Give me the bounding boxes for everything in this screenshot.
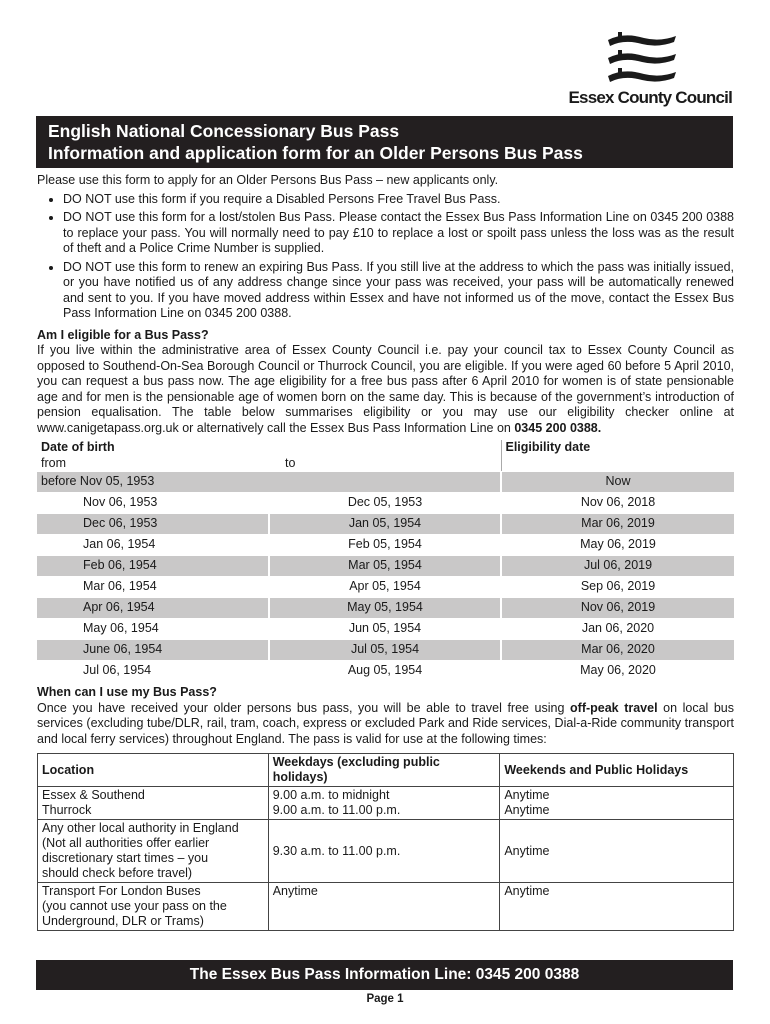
from-date-cell: Nov 06, 1953 xyxy=(37,493,269,514)
period: . xyxy=(597,420,602,435)
eligibility-date-cell: Jul 06, 2019 xyxy=(501,556,734,577)
weekends-cell: Anytime Anytime xyxy=(500,787,734,820)
to-date-cell: Jan 05, 1954 xyxy=(269,514,501,535)
usage-text-a: Once you have received your older persons bus pass, you will be able to travel free using xyxy=(37,700,571,715)
table-row xyxy=(37,661,734,682)
table-row xyxy=(37,535,734,556)
table-row xyxy=(37,619,734,640)
table-row xyxy=(38,883,734,931)
notice-item: • DO NOT use this form for a lost/stolen Bus Pass. Please contact the Essex Bus Pass Information Line on 0345 200 0388 to replace your pass. You will normally need to pay £10 to replace a lost or spoilt pass unless the loss was as the result of theft and a Police Crime Number is supplied. xyxy=(63,210,734,257)
table-row xyxy=(37,640,734,661)
title-banner xyxy=(36,116,733,168)
from-label: from xyxy=(41,455,66,470)
location-cell: Essex & Southend Thurrock xyxy=(38,787,269,820)
eligibility-heading: Am I eligible for a Bus Pass? xyxy=(37,327,209,342)
location-cell: Transport For London Buses (you cannot use your pass on the Underground, DLR or Trams) xyxy=(38,883,269,931)
essex-logo xyxy=(552,30,732,110)
weekdays-cell: Anytime xyxy=(268,883,500,931)
council-name: Essex County Council xyxy=(568,88,732,107)
weekends-cell: Anytime xyxy=(500,820,734,883)
table-row xyxy=(38,820,734,883)
content xyxy=(37,173,734,931)
info-line-banner: The Essex Bus Pass Information Line: 0345 200 0388 xyxy=(36,960,733,990)
page-number: Page 1 xyxy=(366,993,404,1005)
eligibility-date-cell: Nov 06, 2019 xyxy=(501,598,734,619)
dob-label: Date of birth xyxy=(41,440,115,454)
table-row xyxy=(37,472,734,493)
weekends-header: Weekends and Public Holidays xyxy=(500,754,734,787)
from-date-cell: Apr 06, 1954 xyxy=(37,598,269,619)
to-date-cell: Feb 05, 1954 xyxy=(269,535,501,556)
notice-item: • DO NOT use this form if you require a Disabled Persons Free Travel Bus Pass. xyxy=(63,192,734,208)
location-cell: Any other local authority in England (Not all authorities offer earlier discretionary start times – you should check before travel) xyxy=(38,820,269,883)
date-cell: Now xyxy=(501,472,734,493)
to-label: to xyxy=(285,455,296,470)
title-line-1: English National Concessionary Bus Pass xyxy=(48,121,400,141)
to-date-cell: Jul 05, 1954 xyxy=(269,640,501,661)
location-header: Location xyxy=(38,754,269,787)
eligibility-text xyxy=(37,343,734,436)
before-cell: before Nov 05, 1953 xyxy=(37,472,501,493)
eligibility-date-cell: Mar 06, 2019 xyxy=(501,514,734,535)
weekdays-cell: 9.30 a.m. to 11.00 p.m. xyxy=(268,820,500,883)
title-line-2: Information and application form for an Older Persons Bus Pass xyxy=(48,143,583,163)
to-date-cell: Mar 05, 1954 xyxy=(269,556,501,577)
off-peak-bold: off-peak travel xyxy=(570,700,658,715)
from-date-cell: Jan 06, 1954 xyxy=(37,535,269,556)
table-row xyxy=(37,493,734,514)
seaxes-icon xyxy=(604,30,680,86)
to-date-cell: Dec 05, 1953 xyxy=(269,493,501,514)
from-date-cell: Dec 06, 1953 xyxy=(37,514,269,535)
notice-list xyxy=(37,192,734,322)
to-date-cell: Jun 05, 1954 xyxy=(269,619,501,640)
usage-text-b: on local bus services (excluding tube/DLR, rail, tram, coach, express or excluded Park and Ride services, Dial-a-Ride community transport and local ferry services) throughout England. The pass is valid for use at the following times: xyxy=(37,700,735,746)
table-row xyxy=(38,787,734,820)
eligibility-date-cell: Mar 06, 2020 xyxy=(501,640,734,661)
from-date-cell: Jul 06, 1954 xyxy=(37,661,269,682)
eligibility-date-cell: May 06, 2020 xyxy=(501,661,734,682)
to-date-cell: Aug 05, 1954 xyxy=(269,661,501,682)
eligibility-date-cell: Nov 06, 2018 xyxy=(501,493,734,514)
to-date-cell: May 05, 1954 xyxy=(269,598,501,619)
from-date-cell: June 06, 1954 xyxy=(37,640,269,661)
eligibility-date-cell: Sep 06, 2019 xyxy=(501,577,734,598)
from-date-cell: May 06, 1954 xyxy=(37,619,269,640)
to-date-cell: Apr 05, 1954 xyxy=(269,577,501,598)
phone-number: 0345 200 0388 xyxy=(514,420,598,435)
weekends-cell: Anytime xyxy=(500,883,734,931)
times-table xyxy=(37,753,734,931)
table-row xyxy=(37,556,734,577)
table-row xyxy=(37,577,734,598)
eligibility-body: If you live within the administrative area of Essex County Council i.e. pay your council tax to Essex County Council as opposed to Southend-On-Sea Borough Council or Thurrock Council, you are eligible. If you were aged 60 before 5 April 2010, you can request a bus pass now. The age eligibility for a free bus pass after 6 April 2010 for women is of state pensionable age and for men is the pensionable age of women born on the same day. This is because of the government’s introduction of pension equalisation. The table below summarises eligibility or you may use our eligibility checker online at www.canigetapass.org.uk or alternatively call the Essex Bus Pass Information Line on xyxy=(37,343,734,435)
from-to-labels xyxy=(41,456,497,472)
from-date-cell: Mar 06, 1954 xyxy=(37,577,269,598)
eligibility-table xyxy=(37,440,734,682)
weekdays-header: Weekdays (excluding public holidays) xyxy=(268,754,500,787)
dob-header xyxy=(37,440,501,472)
table-row xyxy=(37,514,734,535)
eligibility-date-header: Eligibility date xyxy=(501,440,734,472)
notice-item: • DO NOT use this form to renew an expiring Bus Pass. If you still live at the address to which the pass was initially issued, or you have notified us of any address change since your pass was received, your pass will be automatically renewed and sent to you. If you have moved address within Essex and have not informed us of the move, contact the Essex Bus Pass Information Line on 0345 200 0388. xyxy=(63,260,734,322)
eligibility-date-cell: Jan 06, 2020 xyxy=(501,619,734,640)
usage-heading: When can I use my Bus Pass? xyxy=(37,685,217,699)
table-row xyxy=(37,598,734,619)
intro-text: Please use this form to apply for an Older Persons Bus Pass – new applicants only. xyxy=(37,173,499,187)
from-date-cell: Feb 06, 1954 xyxy=(37,556,269,577)
weekdays-cell: 9.00 a.m. to midnight 9.00 a.m. to 11.00 p.m. xyxy=(268,787,500,820)
usage-text xyxy=(37,701,734,748)
eligibility-date-cell: May 06, 2019 xyxy=(501,535,734,556)
